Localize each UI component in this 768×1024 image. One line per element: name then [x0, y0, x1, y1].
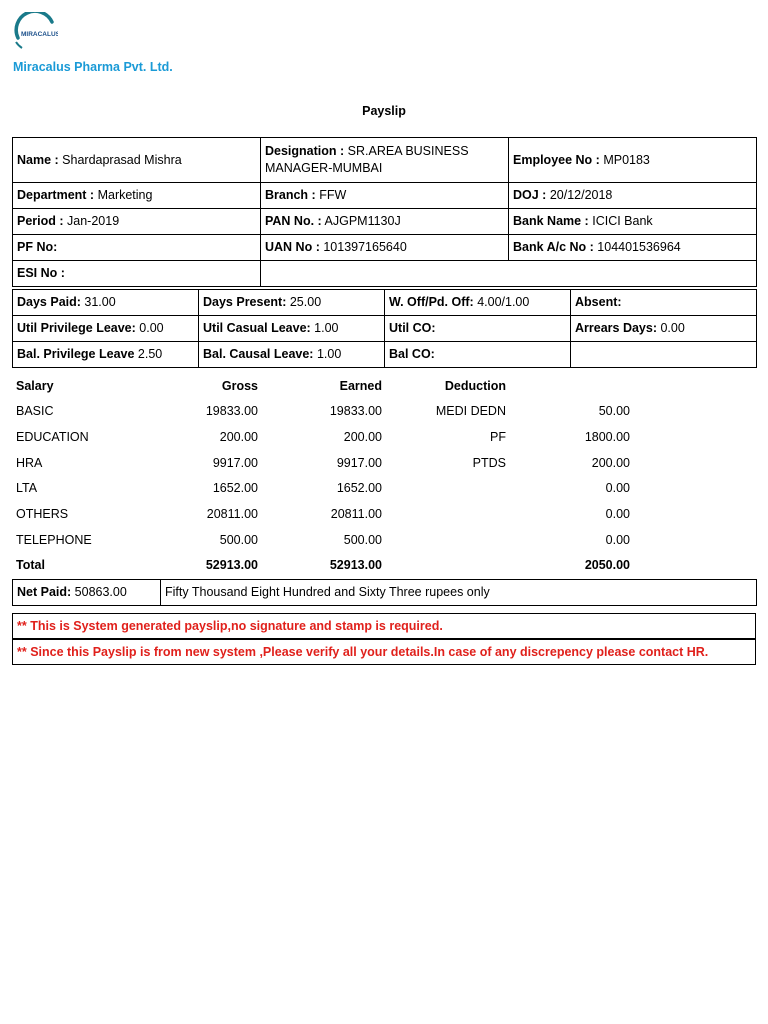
- uan-value: 101397165640: [323, 240, 407, 254]
- company-name: Miracalus Pharma Pvt. Ltd.: [13, 60, 173, 74]
- net-paid-label: Net Paid:: [17, 585, 72, 599]
- salary-component: TELEPHONE: [16, 533, 92, 547]
- total-earned: 52913.00: [329, 558, 382, 572]
- total-deduction: 2050.00: [584, 558, 630, 572]
- salary-header-row: [12, 376, 756, 396]
- gross-value: 500.00: [219, 533, 258, 547]
- net-paid-value: 50863.00: [74, 585, 127, 599]
- uan-label: UAN No :: [265, 240, 320, 254]
- period-label: Period :: [17, 214, 64, 228]
- doj-value: 20/12/2018: [549, 188, 613, 202]
- empty-cell: [261, 261, 757, 287]
- days-present-value: 25.00: [289, 295, 322, 309]
- salary-component: BASIC: [16, 404, 54, 418]
- salary-row: [12, 401, 756, 421]
- deduction-header: Deduction: [444, 379, 506, 393]
- table-row: [13, 342, 757, 368]
- salary-row: [12, 478, 756, 498]
- deduction-name: PF: [490, 430, 506, 444]
- gross-value: 20811.00: [206, 507, 258, 521]
- salary-row: [12, 427, 756, 447]
- department-value: Marketing: [97, 188, 153, 202]
- absent-label: Absent:: [575, 295, 622, 309]
- arrears-label: Arrears Days:: [575, 321, 657, 335]
- woff-value: 4.00/1.00: [477, 295, 530, 309]
- table-row: [13, 316, 757, 342]
- earned-value: 500.00: [343, 533, 382, 547]
- gross-value: 19833.00: [205, 404, 258, 418]
- name-label: Name :: [17, 152, 59, 167]
- util-cl-label: Util Casual Leave:: [203, 321, 311, 335]
- earned-value: 19833.00: [329, 404, 382, 418]
- deduction-name: PTDS: [472, 456, 506, 470]
- branch-label: Branch :: [265, 188, 316, 202]
- earned-value: 1652.00: [336, 481, 382, 495]
- salary-header: Salary: [16, 379, 54, 393]
- verify-note: ** Since this Payslip is from new system ,Please verify all your details.In case of any discrepency please contact HR.: [12, 639, 756, 665]
- earned-header: Earned: [339, 379, 382, 393]
- days-paid-value: 31.00: [84, 295, 116, 309]
- table-row: [13, 290, 757, 316]
- table-row: [13, 580, 757, 606]
- util-pl-value: 0.00: [139, 321, 164, 335]
- total-label: Total: [16, 558, 45, 572]
- deduction-amount: 0.00: [605, 533, 630, 547]
- earned-value: 200.00: [343, 430, 382, 444]
- deduction-amount: 0.00: [605, 481, 630, 495]
- bank-label: Bank Name :: [513, 214, 589, 228]
- department-label: Department :: [17, 188, 95, 202]
- designation-line1: SR.AREA BUSINESS: [347, 144, 469, 158]
- bal-co-label: Bal CO:: [389, 347, 435, 361]
- total-gross: 52913.00: [205, 558, 258, 572]
- attendance-table: [12, 289, 757, 368]
- salary-component: LTA: [16, 481, 38, 495]
- salary-total-row: [12, 555, 756, 575]
- esi-label: ESI No :: [17, 266, 65, 280]
- earned-value: 20811.00: [330, 507, 382, 521]
- table-row: [13, 261, 757, 287]
- gross-header: Gross: [221, 379, 258, 393]
- salary-row: [12, 453, 756, 473]
- util-pl-label: Util Privilege Leave:: [17, 321, 136, 335]
- salary-component: EDUCATION: [16, 430, 89, 444]
- employee-number: MP0183: [603, 152, 650, 167]
- pan-label: PAN No. :: [265, 214, 322, 228]
- employee-info-table: [12, 137, 757, 287]
- util-cl-value: 1.00: [314, 321, 339, 335]
- table-row: [13, 235, 757, 261]
- empty-cell: [571, 342, 757, 368]
- net-paid-words: Fifty Thousand Eight Hundred and Sixty Three rupees only: [161, 580, 757, 606]
- gross-value: 1652.00: [212, 481, 258, 495]
- page-title: Payslip: [362, 104, 406, 118]
- deduction-amount: 200.00: [591, 456, 630, 470]
- util-co-label: Util CO:: [389, 321, 436, 335]
- logo-text: MIRACALUS: [21, 31, 58, 38]
- salary-component: OTHERS: [16, 507, 69, 521]
- table-row: [13, 183, 757, 209]
- woff-label: W. Off/Pd. Off:: [389, 295, 474, 309]
- table-row: [13, 138, 757, 183]
- company-logo: [12, 12, 58, 50]
- salary-row: [12, 504, 756, 524]
- doj-label: DOJ :: [513, 188, 547, 202]
- empno-label: Employee No :: [513, 152, 600, 167]
- designation-line2: MANAGER-MUMBAI: [265, 161, 383, 175]
- salary-component: HRA: [16, 456, 43, 470]
- net-paid-table: [12, 579, 757, 606]
- earned-value: 9917.00: [336, 456, 382, 470]
- bal-cl-label: Bal. Causal Leave:: [203, 347, 314, 361]
- gross-value: 200.00: [219, 430, 258, 444]
- period-value: Jan-2019: [67, 214, 120, 228]
- deduction-name: MEDI DEDN: [435, 404, 506, 418]
- table-row: [13, 209, 757, 235]
- bankac-value: 104401536964: [597, 240, 681, 254]
- empno-cell: [509, 138, 757, 183]
- employee-name: Shardaprasad Mishra: [62, 152, 182, 167]
- pf-label: PF No:: [17, 240, 58, 254]
- name-cell: [13, 138, 261, 183]
- designation-cell: [261, 138, 509, 183]
- system-note: ** This is System generated payslip,no signature and stamp is required.: [12, 613, 756, 639]
- deduction-amount: 50.00: [598, 404, 630, 418]
- bankac-label: Bank A/c No :: [513, 240, 594, 254]
- arrears-value: 0.00: [660, 321, 685, 335]
- gross-value: 9917.00: [212, 456, 258, 470]
- branch-value: FFW: [319, 188, 347, 202]
- bal-pl-label: Bal. Privilege Leave: [17, 347, 135, 361]
- designation-label: Designation :: [265, 144, 345, 158]
- deduction-amount: 0.00: [605, 507, 630, 521]
- deduction-amount: 1800.00: [584, 430, 630, 444]
- salary-row: [12, 530, 756, 550]
- bal-cl-value: 1.00: [316, 347, 342, 361]
- days-present-label: Days Present:: [203, 295, 287, 309]
- pan-value: AJGPM1130J: [324, 214, 401, 228]
- bal-pl-value: 2.50: [137, 347, 163, 361]
- bank-value: ICICI Bank: [592, 214, 653, 228]
- days-paid-label: Days Paid:: [17, 295, 81, 309]
